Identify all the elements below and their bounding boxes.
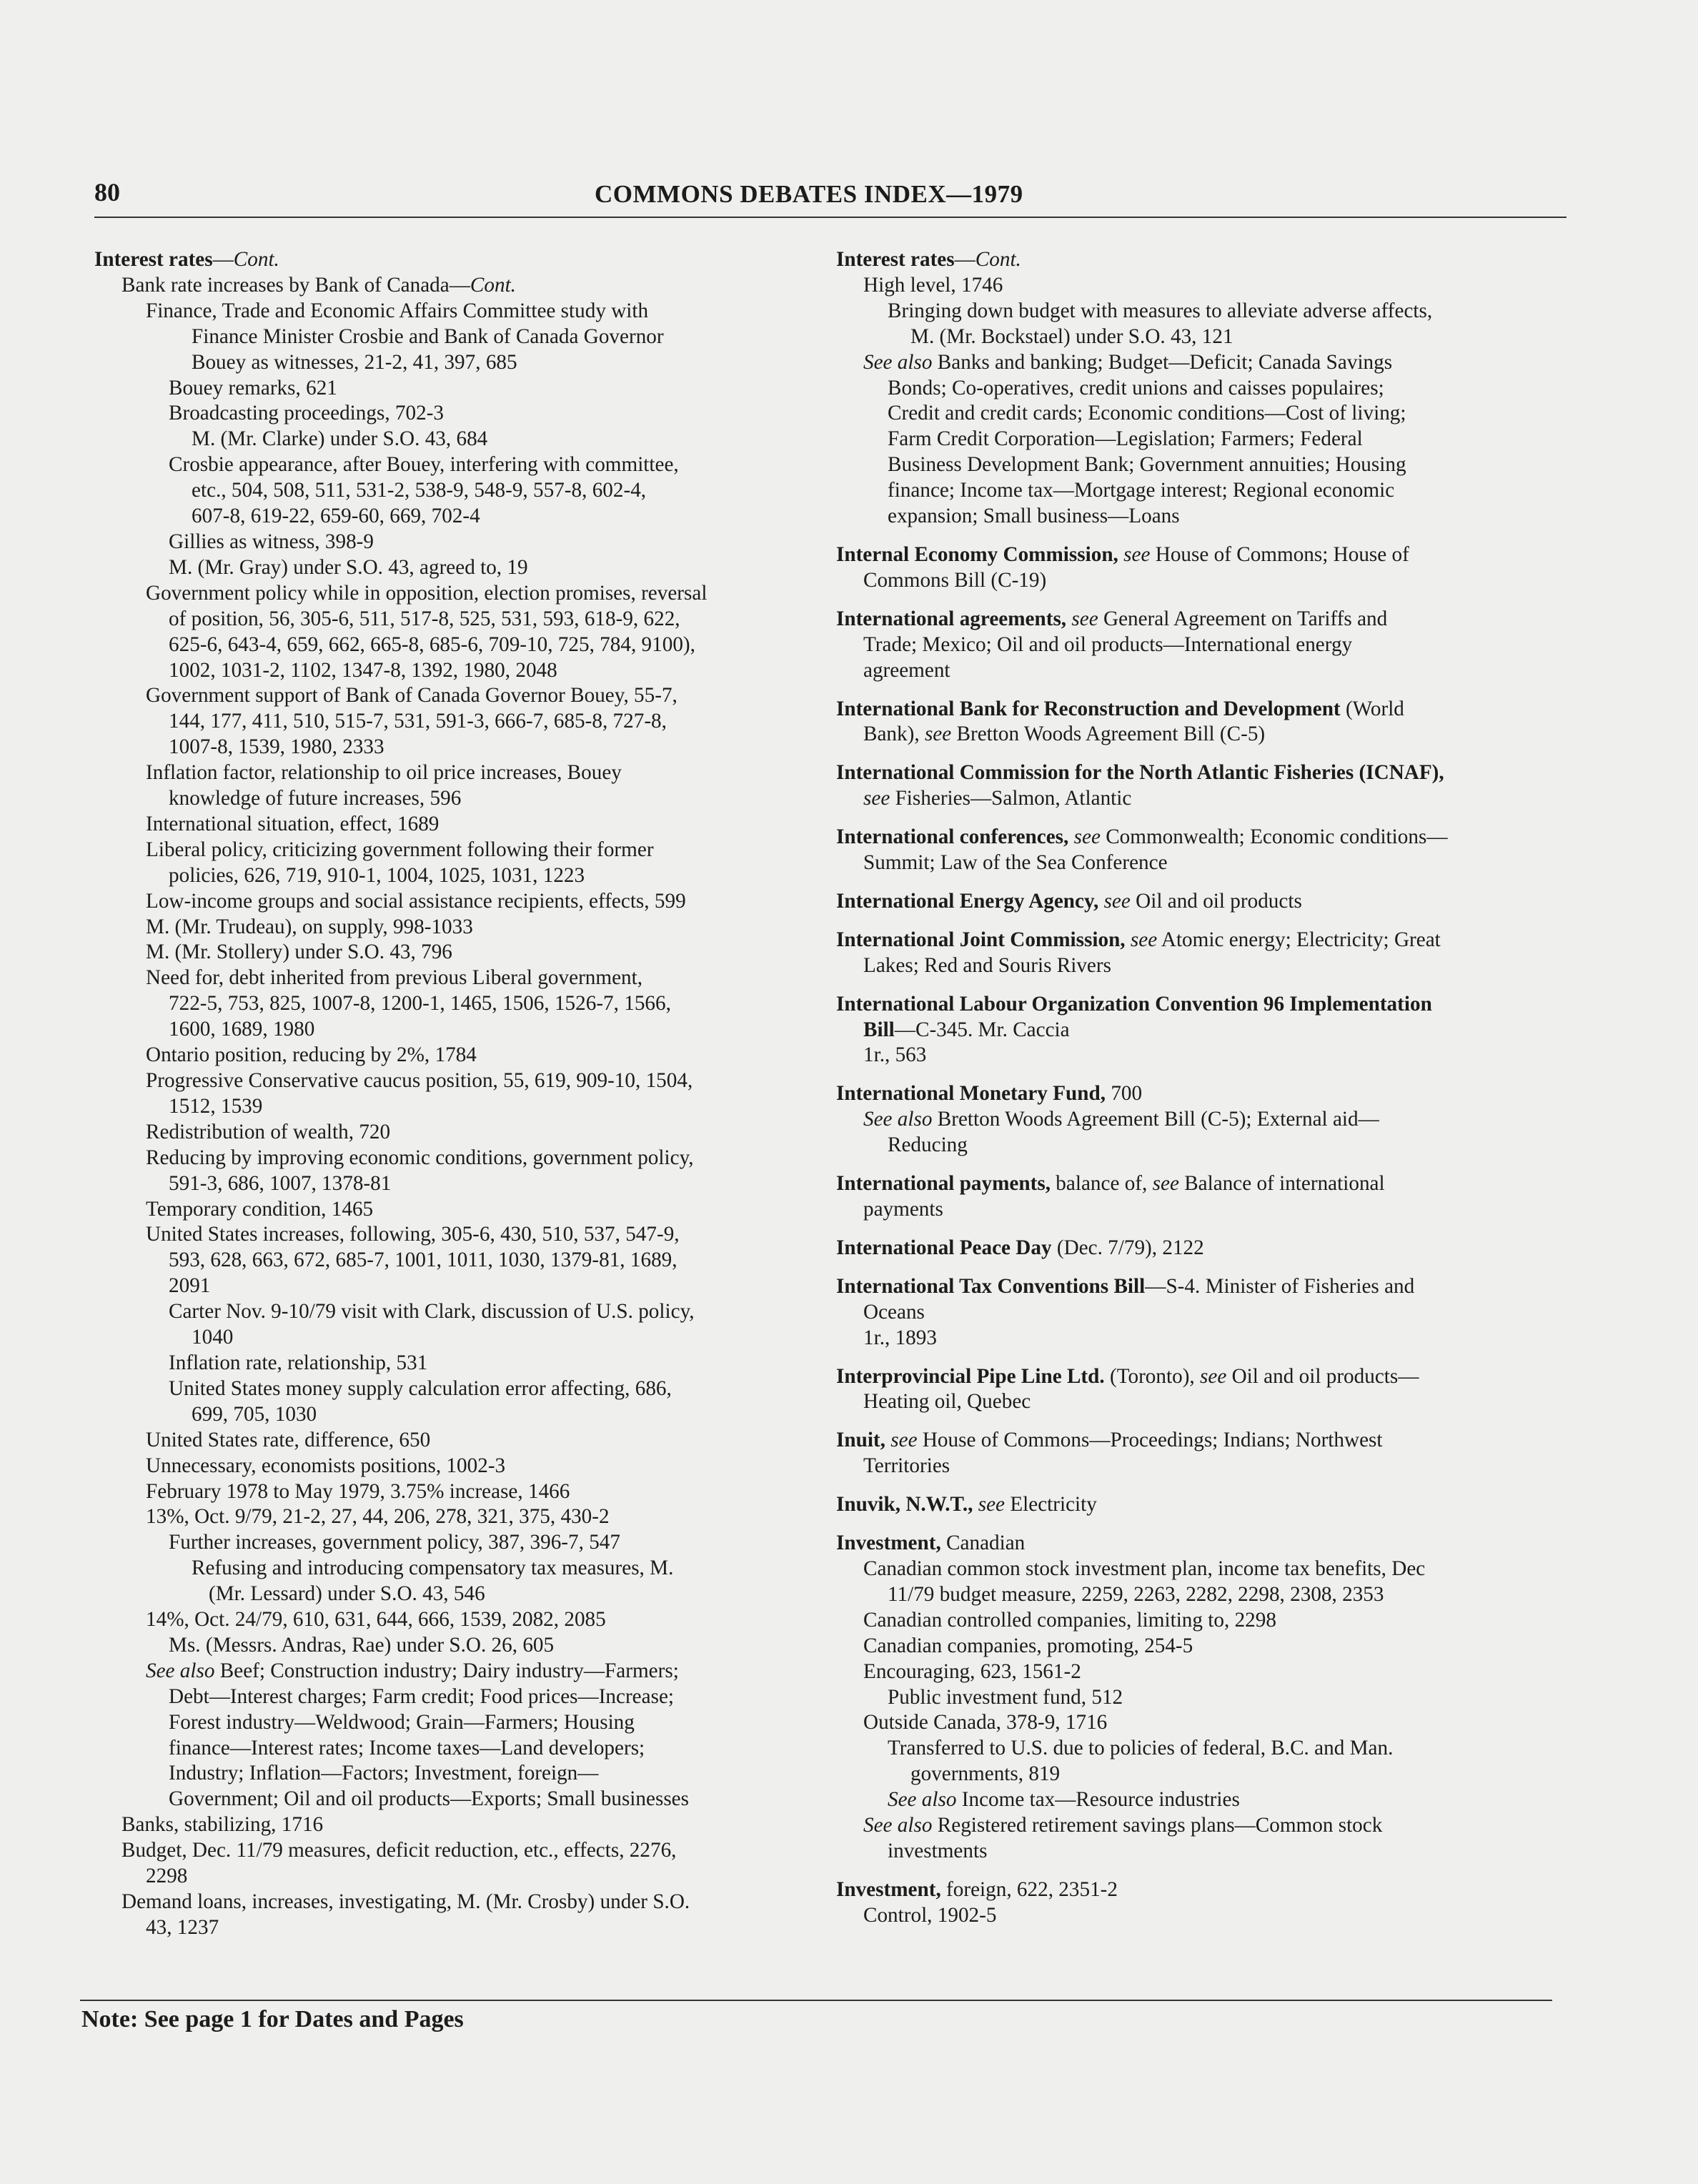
index-entry-line (94, 1864, 816, 1890)
entry-text: Oil and oil products— (1226, 1364, 1419, 1388)
index-entry-line (94, 786, 816, 812)
entry-text: Crosbie appearance, after Bouey, interfering with committee, (169, 453, 679, 477)
entry-text: Beef; Construction industry; Dairy industry—Farmers; (214, 1659, 679, 1682)
entry-text: —C-345. Mr. Caccia (894, 1018, 1070, 1041)
index-heading (836, 1081, 1572, 1107)
index-entry-line (836, 273, 1572, 299)
entry-text: Bretton Woods Agreement Bill (C-5); External aid— (932, 1108, 1379, 1131)
index-entry-line (836, 1133, 1572, 1158)
heading-term: International conferences, (836, 825, 1069, 849)
entry-text: Finance Minister Crosbie and Bank of Canada Governor (192, 324, 664, 348)
entry-text: Government; Oil and oil products—Exports; Small businesses (169, 1787, 689, 1811)
index-entry-line (94, 1454, 816, 1479)
index-heading (836, 542, 1572, 568)
entry-text: Budget, Dec. 11/79 measures, deficit reduction, etc., effects, 2276, (121, 1839, 677, 1862)
index-heading (836, 247, 1572, 273)
entry-text: Reducing (888, 1133, 968, 1157)
entry-text: finance—Interest rates; Income taxes—Land developers; (169, 1736, 645, 1759)
index-entry-line (94, 1428, 816, 1454)
index-heading (836, 992, 1572, 1018)
entry-text: Oceans (863, 1300, 925, 1324)
italic-ref: See also (863, 1108, 933, 1131)
italic-ref: see (890, 1429, 918, 1452)
italic-ref: Cont. (233, 248, 279, 271)
entry-text: Further increases, government policy, 387, 396-7, 547 (169, 1531, 620, 1554)
entry-text: 2091 (169, 1274, 211, 1298)
italic-ref: see (1071, 607, 1098, 630)
entry-text: House of Commons—Proceedings; Indians; Northwest (917, 1429, 1383, 1452)
italic-ref: see (1123, 542, 1151, 566)
entry-text: High level, 1746 (863, 273, 1003, 297)
index-entry-line (836, 1762, 1572, 1787)
index-entry-line (836, 1326, 1572, 1351)
entry-text: Inflation rate, relationship, 531 (169, 1351, 428, 1374)
index-column-left (94, 247, 816, 1941)
index-entry-line (836, 427, 1572, 452)
index-entry-line (836, 1634, 1572, 1659)
index-heading (836, 760, 1572, 786)
index-entry-line (94, 1274, 816, 1299)
index-entry-line (94, 530, 816, 555)
index-entry-line (836, 1557, 1572, 1582)
entry-text: Demand loans, increases, investigating, M. (Mr. Crosby) under S.O. (121, 1890, 690, 1913)
entry-text: Banks, stabilizing, 1716 (121, 1813, 324, 1837)
entry-text: 1002, 1031-2, 1102, 1347-8, 1392, 1980, 2048 (169, 658, 557, 682)
index-heading (836, 1492, 1572, 1518)
index-heading (836, 1274, 1572, 1300)
index-entry-line (836, 376, 1572, 402)
entry-text: Commons Bill (C-19) (863, 568, 1047, 592)
entry-text: Carter Nov. 9-10/79 visit with Clark, discussion of U.S. policy, (169, 1300, 695, 1324)
italic-ref: see (924, 723, 952, 746)
entry-text: Bringing down budget with measures to alleviate adverse affects, (888, 299, 1433, 322)
entry-text: finance; Income tax—Mortgage interest; Regional economic (888, 479, 1395, 502)
index-entry-line (94, 1633, 816, 1659)
entry-text: Progressive Conservative caucus position, 55, 619, 909-10, 1504, (146, 1069, 693, 1092)
index-entry-line (94, 1890, 816, 1915)
entry-text: Registered retirement savings plans—Common stock (932, 1814, 1383, 1837)
index-entry-line (94, 478, 816, 504)
index-heading (836, 1877, 1572, 1903)
entry-text: Bouey remarks, 621 (169, 376, 337, 399)
entry-text: Fisheries—Salmon, Atlantic (890, 787, 1132, 810)
heading-term: Interest rates (94, 248, 213, 271)
index-entry-line (94, 1351, 816, 1376)
entry-text: policies, 626, 719, 910-1, 1004, 1025, 1031, 1223 (169, 863, 585, 887)
heading-term: International Commission for the North Atlantic Fisheries (ICNAF), (836, 761, 1444, 785)
entry-text: United States money supply calculation error affecting, 686, (169, 1376, 672, 1400)
entry-text: 700 (1106, 1082, 1143, 1106)
entry-text (1098, 890, 1103, 913)
entry-text: Reducing by improving economic conditions, government policy, (146, 1146, 694, 1169)
index-heading (836, 1428, 1572, 1454)
index-entry-line (94, 1197, 816, 1223)
entry-text: Atomic energy; Electricity; Great (1157, 928, 1441, 951)
index-entry-line (836, 1736, 1572, 1762)
index-entry-line (836, 786, 1572, 812)
entry-text: M. (Mr. Clarke) under S.O. 43, 684 (192, 427, 488, 451)
entry-text: Business Development Bank; Government annuities; Housing (888, 453, 1406, 477)
entry-text: Bretton Woods Agreement Bill (C-5) (951, 723, 1266, 746)
entry-text: Low-income groups and social assistance recipients, effects, 599 (146, 889, 686, 913)
index-heading (836, 1171, 1572, 1197)
index-entry-line (94, 1222, 816, 1248)
entry-text: Refusing and introducing compensatory tax measures, M. (192, 1557, 674, 1580)
entry-text: Inflation factor, relationship to oil price increases, Bouey (146, 761, 622, 785)
index-entry-line (94, 1299, 816, 1325)
heading-term: Interest rates (836, 248, 955, 271)
italic-ref: see (1103, 889, 1131, 913)
page-header (94, 177, 1567, 212)
index-entry-line (94, 658, 816, 684)
entry-text: 699, 705, 1030 (192, 1402, 317, 1426)
index-entry-line (94, 915, 816, 940)
entry-text: 722-5, 753, 825, 1007-8, 1200-1, 1465, 1506, 1526-7, 1566, (169, 992, 671, 1016)
index-entry-line (94, 683, 816, 709)
index-entry-line (94, 504, 816, 530)
entry-text: Credit and credit cards; Economic conditions—Cost of living; (888, 402, 1406, 425)
index-entry-line (836, 1043, 1572, 1068)
heading-term: Bill (863, 1018, 895, 1041)
index-heading (836, 889, 1572, 915)
entry-text: — (954, 248, 975, 271)
index-entry-line (836, 350, 1572, 376)
entry-text: Canadian common stock investment plan, income tax benefits, Dec (863, 1557, 1426, 1580)
italic-ref: Cont. (470, 273, 516, 297)
entry-text: Heating oil, Quebec (863, 1390, 1031, 1414)
index-entry-line (94, 1582, 816, 1607)
entry-text: United States increases, following, 305-6, 430, 510, 537, 547-9, (146, 1223, 680, 1246)
italic-ref: Cont. (975, 248, 1021, 271)
index-entry-line (836, 568, 1572, 594)
index-heading (836, 1236, 1572, 1261)
header-rule (94, 217, 1567, 218)
index-entry-line (94, 1068, 816, 1094)
heading-term: Interprovincial Pipe Line Ltd. (836, 1364, 1105, 1388)
entry-text: 625-6, 643-4, 659, 662, 665-8, 685-6, 709-10, 725, 784, 9100), (169, 632, 695, 656)
entry-text: (World (1340, 697, 1404, 720)
entry-text: M. (Mr. Bockstael) under S.O. 43, 121 (910, 324, 1233, 348)
index-entry-line (94, 1479, 816, 1505)
index-entry-line (94, 581, 816, 607)
entry-text: (Dec. 7/79), 2122 (1051, 1236, 1204, 1259)
entry-text: General Agreement on Tariffs and (1098, 607, 1388, 630)
index-entry-line (94, 1710, 816, 1736)
italic-ref: See also (863, 350, 933, 374)
index-entry-line (94, 1325, 816, 1351)
entry-text: Government support of Bank of Canada Governor Bouey, 55-7, (146, 684, 677, 708)
entry-text: 1r., 1893 (863, 1326, 937, 1349)
entry-text: 607-8, 619-22, 659-60, 669, 702-4 (192, 505, 480, 528)
heading-term: International Tax Conventions Bill (836, 1274, 1146, 1298)
entry-text: investments (888, 1839, 988, 1862)
index-entry-line (94, 863, 816, 889)
index-entry-line (836, 1813, 1572, 1839)
entry-text (973, 1493, 978, 1516)
entry-text: Redistribution of wealth, 720 (146, 1120, 391, 1143)
entry-text: (Toronto), (1104, 1364, 1201, 1388)
italic-ref: see (1130, 928, 1158, 951)
index-entry-line (94, 324, 816, 350)
entry-text: Debt—Interest charges; Farm credit; Food prices—Increase; (169, 1684, 675, 1708)
index-entry-line (836, 1389, 1572, 1415)
entry-text: —S-4. Minister of Fisheries and (1145, 1274, 1415, 1298)
index-entry-line (836, 1107, 1572, 1133)
entry-text: Income tax—Resource industries (956, 1788, 1240, 1812)
entry-text: United States rate, difference, 650 (146, 1428, 431, 1451)
italic-ref: see (978, 1493, 1006, 1517)
index-entry-line (94, 889, 816, 915)
entry-text: Unnecessary, economists positions, 1002-3 (146, 1454, 506, 1477)
entry-text: Lakes; Red and Souris Rivers (863, 953, 1111, 977)
index-entry-line (94, 940, 816, 966)
entry-text: February 1978 to May 1979, 3.75% increase, 1466 (146, 1479, 570, 1503)
entry-text: 1040 (192, 1326, 234, 1349)
entry-text: 1512, 1539 (169, 1094, 263, 1118)
heading-term: Investment, (836, 1877, 941, 1901)
entry-text: M. (Mr. Gray) under S.O. 43, agreed to, 19 (169, 555, 528, 579)
entry-text: 144, 177, 411, 510, 515-7, 531, 591-3, 666-7, 685-8, 727-8, (169, 710, 667, 733)
index-entry-line (94, 1094, 816, 1120)
index-entry-line (836, 1685, 1572, 1711)
italic-ref: see (863, 787, 890, 810)
entry-text: House of Commons; House of (1150, 542, 1409, 566)
heading-term: International Bank for Reconstruction and Development (836, 697, 1341, 720)
index-entry-line (836, 324, 1572, 350)
index-entry-line (94, 1684, 816, 1710)
entry-text: Bonds; Co-operatives, credit unions and caisses populaires; (888, 376, 1384, 399)
entry-text: Liberal policy, criticizing government following their former (146, 838, 654, 861)
index-entry-line (94, 1556, 816, 1582)
entry-text: balance of, (1051, 1172, 1153, 1196)
entry-text: Encouraging, 623, 1561-2 (863, 1659, 1081, 1683)
entry-text: Trade; Mexico; Oil and oil products—International energy (863, 632, 1353, 656)
entry-text: Bouey as witnesses, 21-2, 41, 397, 685 (192, 350, 517, 374)
entry-text: Ontario position, reducing by 2%, 1784 (146, 1043, 477, 1067)
entry-text: etc., 504, 508, 511, 531-2, 538-9, 548-9, 557-8, 602-4, (192, 479, 647, 502)
index-heading (94, 247, 816, 273)
index-heading (836, 697, 1572, 723)
index-entry-line (94, 1736, 816, 1762)
entry-text: foreign, 622, 2351-2 (940, 1877, 1118, 1901)
entry-text: — (212, 248, 234, 271)
entry-text: Territories (863, 1454, 950, 1478)
index-entry-line (94, 1915, 816, 1941)
entry-text: Control, 1902-5 (863, 1903, 997, 1927)
entry-text: Summit; Law of the Sea Conference (863, 851, 1168, 875)
index-entry-line (94, 838, 816, 863)
entry-text (1068, 825, 1073, 848)
entry-text: Canadian (940, 1532, 1026, 1555)
entry-text: 14%, Oct. 24/79, 610, 631, 644, 666, 1539, 2082, 2085 (146, 1608, 606, 1632)
index-entry-line (836, 401, 1572, 427)
index-entry-line (94, 1787, 816, 1812)
entry-text: Public investment fund, 512 (888, 1685, 1123, 1709)
index-entry-line (94, 632, 816, 658)
entry-text: M. (Mr. Trudeau), on supply, 998-1033 (146, 915, 473, 938)
footer-rule (80, 2000, 1552, 2001)
entry-text: M. (Mr. Stollery) under S.O. 43, 796 (146, 940, 452, 964)
entry-text: 1007-8, 1539, 1980, 2333 (169, 735, 384, 759)
index-heading (836, 928, 1572, 953)
heading-term: International Labour Organization Convention 96 Implementation (836, 992, 1432, 1016)
entry-text: Gillies as witness, 398-9 (169, 530, 374, 553)
entry-text: 1600, 1689, 1980 (169, 1018, 315, 1041)
heading-term: International agreements, (836, 607, 1067, 630)
entry-text: 593, 628, 663, 672, 685-7, 1001, 1011, 1030, 1379-81, 1689, (169, 1249, 677, 1272)
heading-term: International Joint Commission, (836, 928, 1126, 951)
heading-term: International payments, (836, 1172, 1051, 1196)
index-entry-line (94, 812, 816, 838)
entry-text: Industry; Inflation—Factors; Investment, foreign— (169, 1762, 599, 1785)
entry-text: 43, 1237 (146, 1915, 219, 1939)
heading-term: Investment, (836, 1532, 941, 1555)
entry-text: International situation, effect, 1689 (146, 812, 440, 835)
index-entry-line (836, 658, 1572, 684)
index-entry-line (94, 273, 816, 299)
entry-text: Canadian controlled companies, limiting to, 2298 (863, 1608, 1276, 1632)
index-entry-line (94, 1017, 816, 1043)
index-entry-line (94, 760, 816, 786)
index-entry-line (836, 850, 1572, 876)
entry-text: 11/79 budget measure, 2259, 2263, 2282, 2298, 2308, 2353 (888, 1582, 1384, 1606)
index-entry-line (94, 1659, 816, 1684)
index-entry-line (94, 1171, 816, 1197)
index-entry-line (94, 1120, 816, 1146)
index-heading (836, 1018, 1572, 1043)
entry-text: of position, 56, 305-6, 511, 517-8, 525, 531, 593, 618-9, 622, (169, 607, 680, 630)
entry-text: Farm Credit Corporation—Legislation; Farmers; Federal (888, 427, 1363, 451)
index-entry-line (94, 735, 816, 760)
index-entry-line (836, 1710, 1572, 1736)
index-entry-line (94, 607, 816, 632)
index-entry-line (94, 1402, 816, 1428)
index-heading (836, 1364, 1572, 1390)
entry-text: expansion; Small business—Loans (888, 505, 1180, 528)
index-column-right (836, 247, 1572, 1929)
italic-ref: see (1152, 1172, 1179, 1196)
index-entry-line (836, 478, 1572, 504)
index-entry-line (94, 401, 816, 427)
index-entry-line (836, 1903, 1572, 1929)
italic-ref: See also (888, 1788, 957, 1812)
entry-text: Bank), (863, 723, 925, 746)
entry-text: governments, 819 (910, 1762, 1061, 1786)
italic-ref: see (1200, 1364, 1227, 1388)
entry-text: knowledge of future increases, 596 (169, 787, 462, 810)
index-entry-line (836, 953, 1572, 979)
index-entry-line (836, 299, 1572, 324)
index-heading (836, 1531, 1572, 1557)
entry-text: Banks and banking; Budget—Deficit; Canada Savings (932, 350, 1393, 374)
entry-text: Commonwealth; Economic conditions— (1100, 825, 1448, 849)
entry-text: Canadian companies, promoting, 254-5 (863, 1634, 1193, 1657)
heading-term: Internal Economy Commission, (836, 542, 1118, 566)
index-entry-line (836, 1582, 1572, 1608)
entry-text: Bank rate increases by Bank of Canada— (121, 273, 470, 297)
entry-text: Oil and oil products (1130, 889, 1302, 913)
entry-text: 13%, Oct. 9/79, 21-2, 27, 44, 206, 278, 321, 375, 430-2 (146, 1505, 610, 1529)
index-entry-line (94, 555, 816, 581)
entry-text: Finance, Trade and Economic Affairs Committee study with (146, 299, 649, 322)
entry-text: Forest industry—Weldwood; Grain—Farmers; Housing (169, 1710, 635, 1734)
entry-text: Electricity (1005, 1493, 1097, 1517)
entry-text: (Mr. Lessard) under S.O. 43, 546 (209, 1582, 485, 1606)
index-entry-line (94, 966, 816, 991)
index-entry-line (94, 1043, 816, 1068)
index-entry-line (836, 1659, 1572, 1685)
entry-text: Ms. (Messrs. Andras, Rae) under S.O. 26, 605 (169, 1633, 555, 1657)
index-entry-line (836, 1197, 1572, 1223)
italic-ref: See also (863, 1814, 933, 1837)
page-number: 80 (94, 178, 120, 207)
index-entry-line (94, 1248, 816, 1274)
index-entry-line (836, 1454, 1572, 1479)
entry-text: Transferred to U.S. due to policies of federal, B.C. and Man. (888, 1737, 1394, 1760)
entry-text: 2298 (146, 1865, 188, 1888)
index-entry-line (94, 991, 816, 1017)
index-entry-line (94, 452, 816, 478)
index-entry-line (94, 1838, 816, 1864)
entry-text (1126, 928, 1131, 951)
index-entry-line (94, 1146, 816, 1171)
index-entry-line (94, 1376, 816, 1402)
entry-text: 591-3, 686, 1007, 1378-81 (169, 1171, 392, 1195)
italic-ref: see (1073, 825, 1101, 849)
heading-term: International Energy Agency, (836, 889, 1099, 913)
entry-text: Government policy while in opposition, election promises, reversal (146, 581, 708, 605)
index-entry-line (94, 376, 816, 402)
entry-text: Broadcasting proceedings, 702-3 (169, 402, 445, 425)
italic-ref: See also (146, 1659, 215, 1682)
index-entry-line (94, 709, 816, 735)
index-entry-line (836, 1608, 1572, 1634)
entry-text: Balance of international (1178, 1172, 1385, 1196)
footer-note: Note: See page 1 for Dates and Pages (81, 2006, 464, 2032)
index-entry-line (94, 1761, 816, 1787)
index-entry-line (836, 452, 1572, 478)
index-entry-line (94, 350, 816, 376)
index-entry-line (836, 1787, 1572, 1813)
entry-text: Temporary condition, 1465 (146, 1197, 374, 1221)
entry-text: Need for, debt inherited from previous Liberal government, (146, 966, 643, 990)
heading-term: International Peace Day (836, 1236, 1052, 1259)
index-heading (836, 607, 1572, 632)
heading-term: International Monetary Fund, (836, 1082, 1106, 1106)
running-title: COMMONS DEBATES INDEX—1979 (595, 180, 1023, 208)
index-entry-line (836, 1300, 1572, 1326)
index-entry-line (836, 1839, 1572, 1865)
index-heading (836, 825, 1572, 850)
index-entry-line (836, 722, 1572, 748)
index-entry-line (836, 632, 1572, 658)
entry-text: Outside Canada, 378-9, 1716 (863, 1711, 1108, 1734)
index-entry-line (94, 299, 816, 324)
index-entry-line (94, 1607, 816, 1633)
heading-term: Inuit, (836, 1429, 885, 1452)
heading-term: Inuvik, N.W.T., (836, 1493, 973, 1517)
entry-text: 1r., 563 (863, 1043, 927, 1067)
index-entry-line (94, 1812, 816, 1838)
index-entry-line (94, 1530, 816, 1556)
index-entry-line (836, 504, 1572, 530)
index-entry-line (94, 1504, 816, 1530)
entry-text: agreement (863, 658, 950, 682)
index-entry-line (94, 427, 816, 452)
entry-text: payments (863, 1198, 943, 1221)
